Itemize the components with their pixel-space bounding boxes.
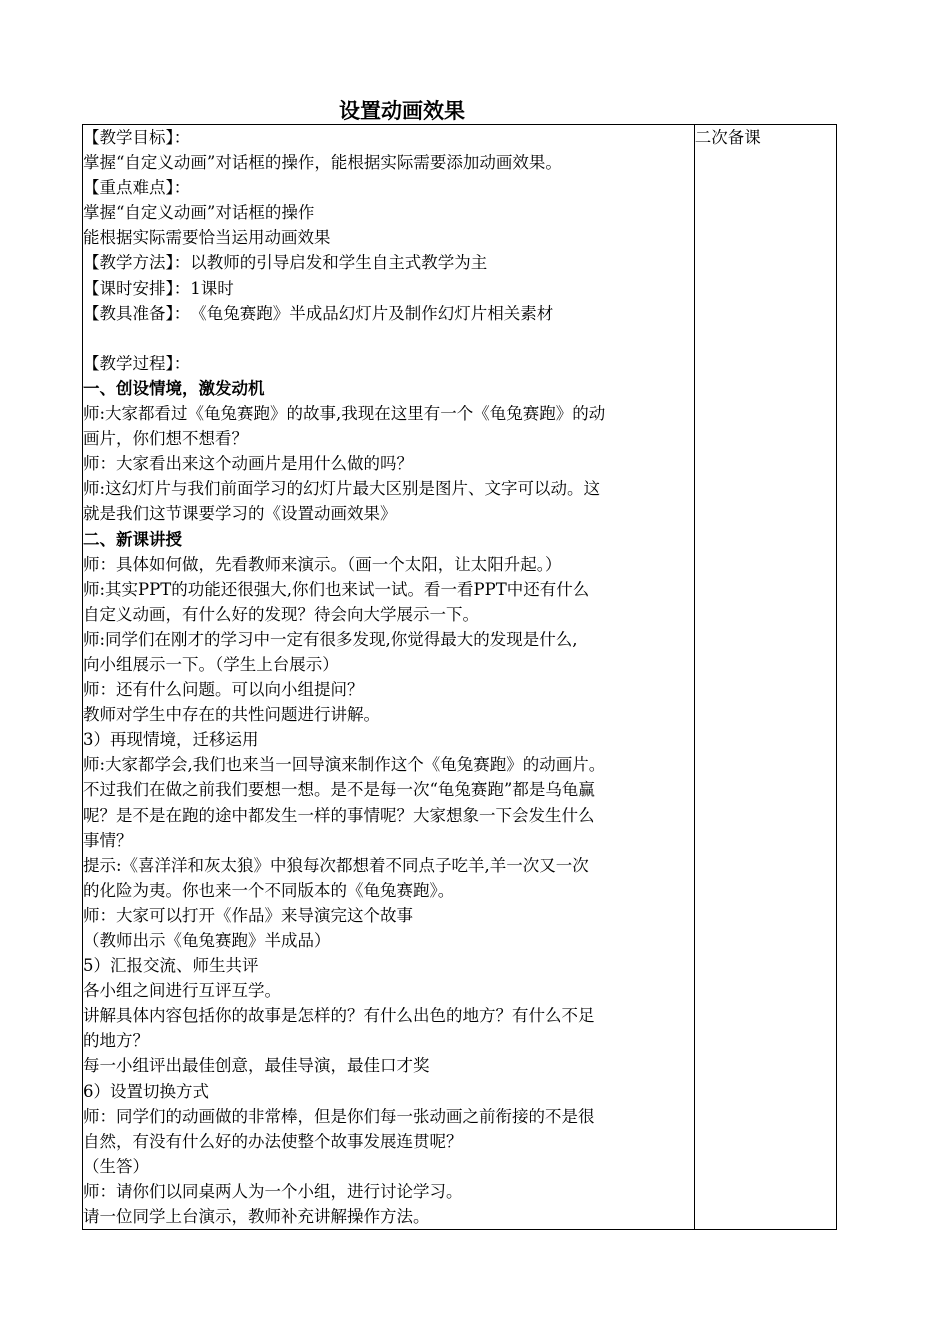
text-line: 【教具准备】： 《龟兔赛跑》半成品幻灯片及制作幻灯片相关素材	[83, 303, 554, 323]
text-line: 【重点难点】：	[83, 178, 191, 198]
lesson-content-cell	[83, 125, 695, 1230]
text-line: 讲解具体内容包括你的故事是怎样的？有什么出色的地方？有什么不足	[83, 1006, 595, 1026]
text-line: 师:其实PPT的功能还很强大,你们也来试一试。看一看PPT中还有什么	[83, 579, 590, 599]
text-line: 师：大家可以打开《作品》来导演完这个故事	[83, 905, 413, 925]
text-line: 师：具体如何做，先看教师来演示。（画一个太阳，让太阳升起。）	[83, 554, 562, 574]
text-line: 请一位同学上台演示，教师补充讲解操作方法。	[83, 1207, 430, 1227]
text-line: 教师对学生中存在的共性问题进行讲解。	[83, 705, 380, 725]
section-heading: 一、创设情境，激发动机	[83, 378, 265, 398]
side-note-cell	[694, 125, 836, 1230]
blank-line	[83, 326, 694, 351]
text-line: 画片，你们想不想看？	[83, 429, 248, 449]
text-line: 各小组之间进行互评互学。	[83, 981, 281, 1001]
text-line: 呢？是不是在跑的途中都发生一样的事情呢？大家想象一下会发生什么	[83, 805, 595, 825]
text-line: 自定义动画，有什么好的发现？待会向大学展示一下。	[83, 604, 479, 624]
text-line: 掌握“自定义动画”对话框的操作，能根据实际需要添加动画效果。	[83, 153, 562, 173]
text-line: 5）汇报交流、师生共评	[83, 956, 259, 976]
text-line: 6）设置切换方式	[83, 1081, 209, 1101]
text-line: （生答）	[83, 1156, 149, 1176]
text-line: 自然，有没有什么好的办法使整个故事发展连贯呢？	[83, 1131, 463, 1151]
text-line: 师：大家看出来这个动画片是用什么做的吗？	[83, 454, 413, 474]
text-line: 就是我们这节课要学习的《设置动画效果》	[83, 504, 397, 524]
text-line: 3）再现情境，迁移运用	[83, 730, 259, 750]
text-line: 每一小组评出最佳创意，最佳导演，最佳口才奖	[83, 1056, 430, 1076]
document-title: 设置动画效果	[339, 99, 465, 123]
text-line: 【课时安排】：1课时	[83, 278, 234, 298]
text-line: 师：请你们以同桌两人为一个小组，进行讨论学习。	[83, 1181, 463, 1201]
text-line: 向小组展示一下。（学生上台展示）	[83, 654, 339, 674]
lesson-plan-table	[82, 124, 837, 1230]
text-line: 师:这幻灯片与我们前面学习的幻灯片最大区别是图片、文字可以动。这	[83, 479, 601, 499]
text-line: 师：还有什么问题。可以向小组提问？	[83, 680, 364, 700]
text-line: 能根据实际需要恰当运用动画效果	[83, 228, 331, 248]
text-line: 的地方？	[83, 1031, 149, 1051]
text-line: 提示:《喜洋洋和灰太狼》中狼每次都想着不同点子吃羊,羊一次又一次	[83, 855, 589, 875]
section-heading: 二、新课讲授	[83, 529, 182, 549]
lesson-plan-row	[83, 125, 837, 1230]
side-note-label: 二次备课	[694, 128, 761, 147]
text-line: 师:大家都看过《龟兔赛跑》的故事,我现在这里有一个《龟兔赛跑》的动	[83, 404, 606, 424]
text-line: 不过我们在做之前我们要想一想。是不是每一次“龟兔赛跑”都是乌龟赢	[83, 780, 595, 800]
text-line: 事情？	[83, 830, 133, 850]
text-line: 【教学方法】：以教师的引导启发和学生自主式教学为主	[83, 253, 488, 273]
text-line: 师：同学们的动画做的非常棒，但是你们每一张动画之前衔接的不是很	[83, 1106, 595, 1126]
text-line: 【教学过程】：	[83, 353, 191, 373]
text-line: 师:大家都学会,我们也来当一回导演来制作这个《龟兔赛跑》的动画片。	[83, 755, 606, 775]
text-line: 师:同学们在刚才的学习中一定有很多发现,你觉得最大的发现是什么,	[83, 629, 578, 649]
text-line: 掌握“自定义动画”对话框的操作	[83, 203, 315, 223]
text-line: 的化险为夷。你也来一个不同版本的《龟兔赛跑》。	[83, 880, 455, 900]
text-line: 【教学目标】：	[83, 128, 191, 147]
text-line: （教师出示《龟兔赛跑》半成品）	[83, 931, 331, 950]
